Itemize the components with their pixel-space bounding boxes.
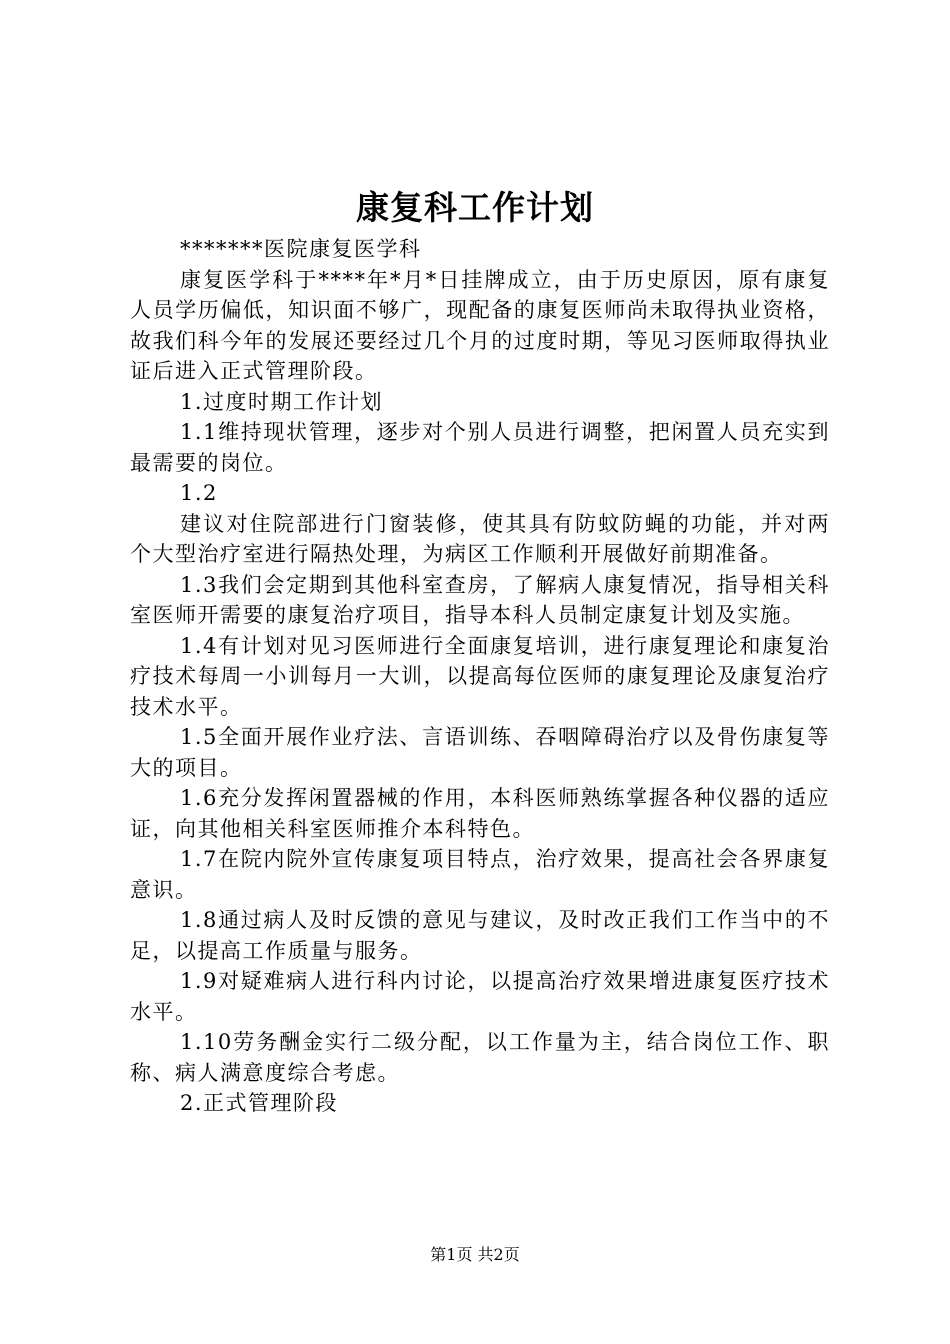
paragraph-item-1-3: 1.3我们会定期到其他科室查房，了解病人康复情况，指导相关科室医师开需要的康复治疗项目，指导本科人员制定康复计划及实施。 <box>130 572 830 627</box>
paragraph-department: *******医院康复医学科 <box>180 237 422 261</box>
paragraph-item-1-5: 1.5全面开展作业疗法、言语训练、吞咽障碍治疗以及骨伤康复等大的项目。 <box>130 725 830 780</box>
document-body <box>130 234 830 1119</box>
paragraph-item-1-2: 建议对住院部进行门窗装修，使其具有防蚊防蝇的功能，并对两个大型治疗室进行隔热处理，为病区工作顺利开展做好前期准备。 <box>130 511 830 566</box>
paragraph-intro: 康复医学科于****年*月*日挂牌成立，由于历史原因，原有康复人员学历偏低，知识面不够广，现配备的康复医师尚未取得执业资格，故我们科今年的发展还要经过几个月的过度时期，等见习医师取得执业证后进入正式管理阶段。 <box>130 267 830 383</box>
heading-transition-plan: 1.过度时期工作计划 <box>180 389 384 414</box>
paragraph-item-1-2-number: 1.2 <box>180 481 218 505</box>
paragraph-item-1-1: 1.1维持现状管理，逐步对个别人员进行调整，把闲置人员充实到最需要的岗位。 <box>130 420 830 475</box>
paragraph-item-1-7: 1.7在院内院外宣传康复项目特点，治疗效果，提高社会各界康复意识。 <box>130 847 830 902</box>
paragraph-item-1-4: 1.4有计划对见习医师进行全面康复培训，进行康复理论和康复治疗技术每周一小训每月一大训，以提高每位医师的康复理论及康复治疗技术水平。 <box>130 633 830 719</box>
document-title: 康复科工作计划 <box>356 188 594 227</box>
paragraph-item-1-9: 1.9对疑难病人进行科内讨论，以提高治疗效果增进康复医疗技术水平。 <box>130 969 830 1024</box>
paragraph-item-1-8: 1.8通过病人及时反馈的意见与建议，及时改正我们工作当中的不足，以提高工作质量与服务。 <box>130 908 830 963</box>
paragraph-item-1-6: 1.6充分发挥闲置器械的作用，本科医师熟练掌握各种仪器的适应证，向其他相关科室医师推介本科特色。 <box>130 786 830 841</box>
page-footer: 第1页 共2页 <box>430 1245 520 1264</box>
heading-formal-management: 2.正式管理阶段 <box>180 1091 339 1115</box>
paragraph-item-1-10: 1.10劳务酬金实行二级分配，以工作量为主，结合岗位工作、职称、病人满意度综合考虑。 <box>130 1030 830 1085</box>
